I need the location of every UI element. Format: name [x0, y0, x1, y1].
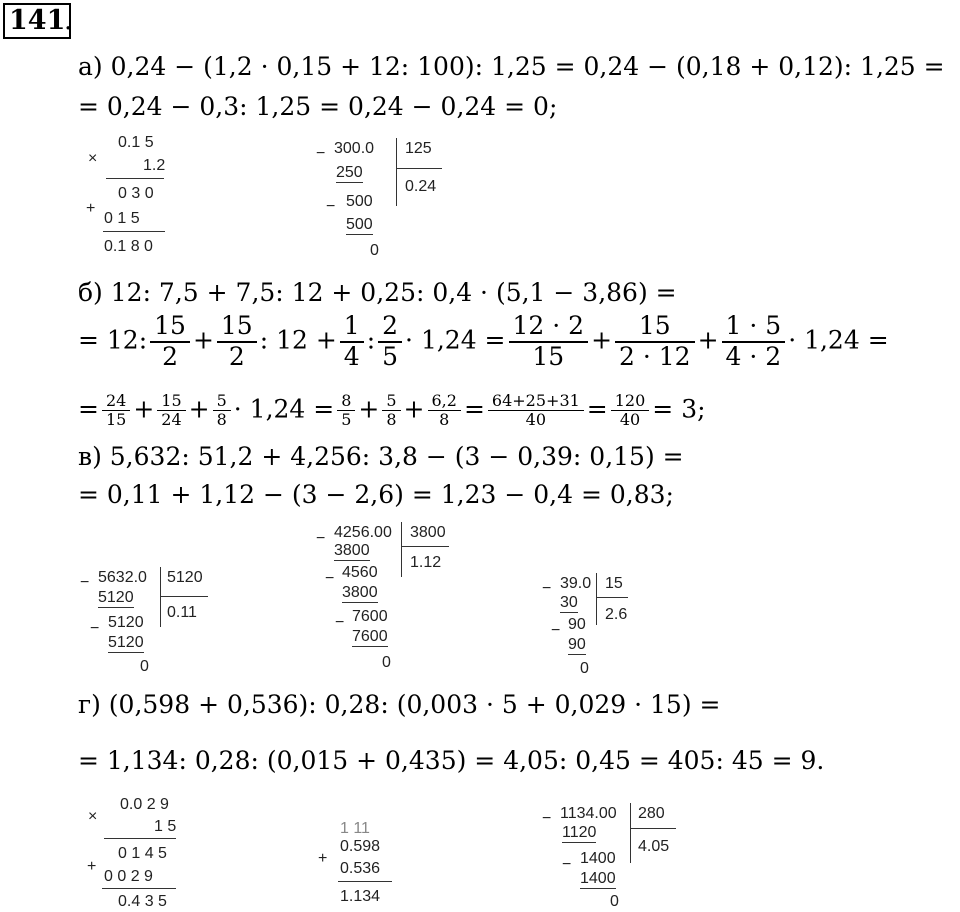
- denominator: 15: [532, 341, 565, 371]
- div-hbar: [160, 596, 208, 597]
- div-hbar: [596, 597, 628, 598]
- div-dividend: 1134.00: [560, 805, 617, 822]
- mult-plus: +: [87, 858, 97, 875]
- denominator: 8: [439, 410, 450, 430]
- mult-row2: 1 5: [154, 818, 177, 835]
- numerator: 5: [382, 392, 400, 411]
- div-sub2: 3800: [342, 584, 378, 601]
- mult-row5: 0.1 8 0: [104, 238, 153, 255]
- div-rem3: 0: [382, 654, 391, 671]
- denominator: 8: [216, 410, 227, 430]
- div-quotient: 4.05: [638, 838, 670, 855]
- div-hbar: [401, 546, 449, 547]
- mult-line: [103, 231, 165, 232]
- div-minus: −: [325, 570, 335, 587]
- div-rem2: 0: [370, 242, 379, 259]
- fraction: [102, 392, 130, 430]
- fraction: [509, 312, 589, 372]
- div-rem2: 7600: [352, 608, 388, 625]
- text: =: [586, 394, 608, 424]
- denominator: 15: [105, 410, 127, 430]
- problem-number-dot: .: [64, 6, 73, 36]
- div-minus: −: [80, 574, 90, 591]
- numerator: 12 · 2: [509, 312, 589, 343]
- mult-row2: 1.2: [143, 157, 166, 174]
- part-b-line1: б) 12: 7,5 + 7,5: 12 + 0,25: 0,4 · (5,1 − 3,86) =: [78, 278, 677, 307]
- fraction: [488, 392, 584, 430]
- div-vbar: [160, 567, 161, 627]
- numerator: 120: [611, 392, 650, 411]
- denominator: 4 · 2: [725, 341, 782, 371]
- div-minus: −: [90, 620, 100, 637]
- denominator: 40: [525, 410, 547, 430]
- mult-row1: 0.1 5: [118, 134, 154, 151]
- text: · 1,24 =: [788, 325, 889, 355]
- numerator: 15: [157, 392, 185, 411]
- fraction: [337, 392, 355, 430]
- div-rem1: 5120: [108, 614, 144, 631]
- denominator: 8: [386, 410, 397, 430]
- div-sub2: 90: [568, 636, 586, 653]
- part-b-line2: [78, 312, 889, 372]
- div-vbar: [401, 522, 402, 577]
- mult-line: [106, 178, 164, 179]
- div-hbar: [630, 828, 676, 829]
- fraction: [213, 392, 231, 430]
- denominator: 24: [161, 410, 182, 430]
- div-sub1: 1120: [562, 824, 597, 841]
- div-minus: −: [562, 856, 572, 873]
- denominator: 2: [162, 341, 178, 371]
- text: · 1,24 =: [233, 394, 335, 424]
- numerator: 1 · 5: [722, 312, 786, 343]
- numerator: 15: [217, 312, 257, 343]
- text: +: [358, 394, 380, 424]
- add-row3: 1.134: [340, 888, 381, 905]
- text: +: [697, 325, 719, 355]
- div-quotient: 0.11: [167, 604, 197, 621]
- div-vbar: [396, 138, 397, 206]
- mult-row5: 0.4 3 5: [118, 893, 167, 910]
- div-vbar: [596, 573, 597, 625]
- div-sub2: 1400: [580, 870, 616, 887]
- text: +: [192, 325, 214, 355]
- fraction: [157, 392, 185, 430]
- add-row1: 0.598: [340, 838, 381, 855]
- text: =: [78, 394, 99, 424]
- fraction: [340, 312, 364, 372]
- text: = 3;: [652, 394, 706, 424]
- div-rem1: 500: [346, 193, 373, 210]
- denominator: 5: [341, 410, 352, 430]
- mult-line: [104, 838, 176, 839]
- div-rem1: 1400: [580, 850, 616, 867]
- div-sub3: 7600: [352, 628, 388, 645]
- numerator: 8: [337, 392, 355, 411]
- div-quotient: 0.24: [405, 178, 437, 195]
- add-line: [338, 881, 392, 882]
- mult-row4: 0 0 2 9: [104, 868, 153, 885]
- div-quotient: 2.6: [605, 606, 628, 623]
- add-plus: +: [318, 850, 328, 867]
- text: =: [463, 394, 485, 424]
- mult-row4: 0 1 5: [104, 210, 140, 227]
- mult-row3: 0 1 4 5: [118, 845, 167, 862]
- div-divisor: 15: [605, 575, 623, 592]
- text: · 1,24 =: [405, 325, 506, 355]
- div-minus: −: [551, 622, 561, 639]
- numerator: 5: [213, 392, 231, 411]
- denominator: 2: [228, 341, 245, 371]
- div-minus: −: [542, 580, 552, 597]
- div-divisor: 5120: [167, 569, 203, 586]
- part-g-line2: = 1,134: 0,28: (0,015 + 0,435) = 4,05: 0,45 = 405: 45 = 9.: [78, 746, 825, 775]
- div-sub2: 5120: [108, 634, 144, 651]
- div-rem2: 0: [140, 658, 149, 675]
- mult-row1: 0.0 2 9: [120, 796, 169, 813]
- div-sub1: 250: [336, 164, 363, 181]
- part-b-line3: [78, 392, 706, 430]
- text: +: [188, 394, 210, 424]
- text: +: [403, 394, 425, 424]
- div-dividend: 300.0: [334, 140, 375, 157]
- div-sub1: 3800: [334, 542, 370, 559]
- fraction: [217, 312, 257, 372]
- text: :: [366, 325, 376, 355]
- part-v-line2: = 0,11 + 1,12 − (3 − 2,6) = 1,23 − 0,4 = 0,83;: [78, 480, 674, 509]
- div-rem1: 4560: [342, 564, 378, 581]
- mult-line: [102, 888, 176, 889]
- div-minus: −: [335, 614, 345, 631]
- numerator: 6,2: [428, 392, 461, 411]
- div-sub1: 5120: [98, 589, 134, 606]
- div-divisor: 280: [638, 805, 665, 822]
- carry-digits: 1 11: [340, 820, 370, 837]
- problem-number: 141: [3, 3, 71, 39]
- part-a-line1: а) 0,24 − (1,2 · 0,15 + 12: 100): 1,25 = 0,24 − (0,18 + 0,12): 1,25 =: [78, 52, 945, 81]
- mult-row3: 0 3 0: [118, 185, 154, 202]
- div-divisor: 125: [405, 140, 432, 157]
- denominator: 2 · 12: [619, 341, 691, 371]
- fraction: [428, 392, 461, 430]
- div-quotient: 1.12: [410, 554, 442, 571]
- div-minus: −: [316, 145, 326, 162]
- div-minus: −: [316, 530, 326, 547]
- part-v-line1: в) 5,632: 51,2 + 4,256: 3,8 − (3 − 0,39: 0,15) =: [78, 442, 684, 471]
- mult-sign: ×: [88, 808, 98, 825]
- div-sub2: 500: [346, 216, 373, 233]
- div-dividend: 5632.0: [98, 569, 147, 586]
- text: = 12:: [78, 325, 148, 355]
- numerator: 15: [615, 312, 695, 343]
- div-rem1: 90: [568, 616, 586, 633]
- denominator: 40: [619, 410, 641, 430]
- text: +: [591, 325, 613, 355]
- numerator: 15: [150, 312, 190, 343]
- div-minus: −: [326, 198, 336, 215]
- numerator: 1: [340, 312, 364, 343]
- mult-plus: +: [86, 200, 96, 217]
- fraction: [615, 312, 695, 372]
- part-g-line1: г) (0,598 + 0,536): 0,28: (0,003 · 5 + 0,029 · 15) =: [78, 690, 721, 719]
- fraction: [382, 392, 400, 430]
- add-row2: 0.536: [340, 860, 381, 877]
- fraction: [611, 392, 650, 430]
- div-vbar: [630, 803, 631, 863]
- div-sub1: 30: [560, 594, 578, 611]
- div-divisor: 3800: [410, 524, 446, 541]
- numerator: 24: [102, 392, 130, 411]
- text: +: [133, 394, 155, 424]
- numerator: 2: [378, 312, 402, 343]
- denominator: 4: [343, 341, 360, 371]
- text: : 12 +: [259, 325, 337, 355]
- mult-sign: ×: [88, 150, 98, 167]
- div-dividend: 4256.00: [334, 524, 392, 541]
- denominator: 5: [382, 341, 399, 371]
- fraction: [378, 312, 402, 372]
- numerator: 64+25+31: [488, 392, 584, 411]
- div-hbar: [396, 168, 442, 169]
- div-dividend: 39.0: [560, 575, 592, 592]
- part-a-line2: = 0,24 − 0,3: 1,25 = 0,24 − 0,24 = 0;: [78, 92, 558, 121]
- div-rem2: 0: [610, 893, 619, 910]
- div-rem2: 0: [580, 660, 589, 677]
- fraction: [150, 312, 190, 372]
- div-minus: −: [542, 810, 552, 827]
- fraction: [722, 312, 786, 372]
